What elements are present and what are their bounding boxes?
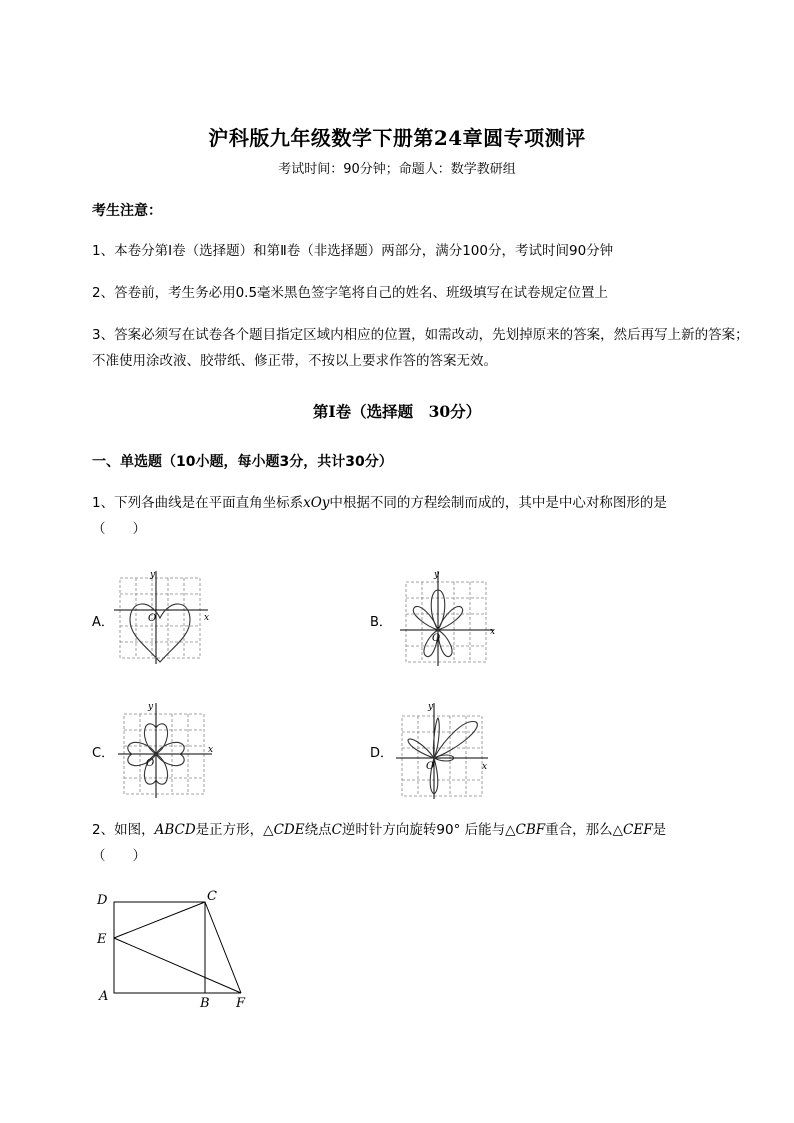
x-label: x (482, 762, 488, 772)
option-c-label[interactable]: C． (92, 746, 115, 761)
y-label: y (428, 702, 434, 712)
q1-text-after: 中根据不同的方程绘制而成的，其中是中心对称图形的是 (329, 495, 667, 511)
exam-title: 沪科版九年级数学下册第24章圆专项测评 (208, 126, 586, 150)
note-item-3: 3、答案必须写在试卷各个题目指定区域内相应的位置，如需改动，先划掉原来的答案，然后再写上新的答案；不准使用涂改液、胶带纸、修正带，不按以上要求作答的答案无效。 (92, 327, 749, 369)
label-f: F (236, 996, 246, 1011)
q2-var-abcd: ABCD (154, 822, 196, 838)
q2-var-cef: CEF (623, 822, 653, 838)
segment-ec (114, 902, 205, 938)
q1-var: xOy (303, 495, 330, 511)
graph-a-heart (112, 568, 216, 668)
exam-subtitle: 考试时间：90分钟；命题人：数学教研组 (278, 162, 516, 177)
petal-curves (408, 718, 477, 794)
graph-b-flower (398, 568, 502, 668)
label-b: B (200, 996, 210, 1011)
graph-d-diagonal-petals (394, 700, 498, 800)
q1-blank: （ ） (92, 521, 146, 537)
q2-text-6: 是 (652, 822, 667, 838)
label-c: C (207, 889, 217, 904)
q1-text-before: 1、下列各曲线是在平面直角坐标系 (92, 495, 304, 511)
q2-text-5: 重合，那么△ (545, 822, 624, 838)
heart-curve (130, 604, 190, 662)
question-1 (92, 490, 732, 542)
y-label: y (434, 570, 440, 580)
q2-text-1: 2、如图， (92, 822, 155, 838)
origin-label: O (432, 633, 441, 644)
note-item-1: 1、本卷分第I卷（选择题）和第Ⅱ卷（非选择题）两部分，满分100分，考试时间90分钟 (92, 243, 614, 259)
q2-square-figure (90, 884, 260, 1014)
part-heading: 一、单选题（10小题，每小题3分，共计30分） (92, 454, 393, 470)
grid (402, 716, 482, 796)
section-title: 第I卷（选择题 30分） (312, 402, 482, 421)
q2-text-4: 逆时针方向旋转90° 后能与△ (341, 822, 516, 838)
x-label: x (208, 745, 214, 755)
graph-c-four-hearts (116, 700, 220, 800)
y-label: y (150, 570, 156, 580)
q2-var-cde: CDE (273, 822, 305, 838)
label-a: A (99, 989, 109, 1004)
q2-var-cbf: CBF (515, 822, 546, 838)
square-abcd (114, 902, 205, 993)
label-d: D (97, 893, 108, 908)
origin-label: O (146, 758, 155, 769)
q2-var-c: C (331, 822, 342, 838)
note-item-2: 2、答卷前，考生务必用0.5毫米黑色签字笔将自己的姓名、班级填写在试卷规定位置上 (92, 285, 609, 301)
option-d-label[interactable]: D． (370, 746, 394, 761)
option-b-label[interactable]: B． (370, 615, 392, 630)
origin-label: O (426, 761, 435, 772)
label-e: E (97, 932, 107, 947)
q2-blank: （ ） (92, 848, 146, 864)
grid (406, 582, 486, 662)
option-a-label[interactable]: A． (92, 615, 114, 630)
q2-text-2: 是正方形，△ (195, 822, 274, 838)
x-label: x (490, 627, 496, 637)
y-label: y (148, 702, 154, 712)
q2-text-3: 绕点 (304, 822, 332, 838)
segment-ef (114, 938, 241, 993)
origin-label: O (148, 613, 157, 624)
x-label: x (204, 613, 210, 623)
question-2 (92, 817, 732, 869)
notes-heading: 考生注意： (92, 203, 162, 219)
